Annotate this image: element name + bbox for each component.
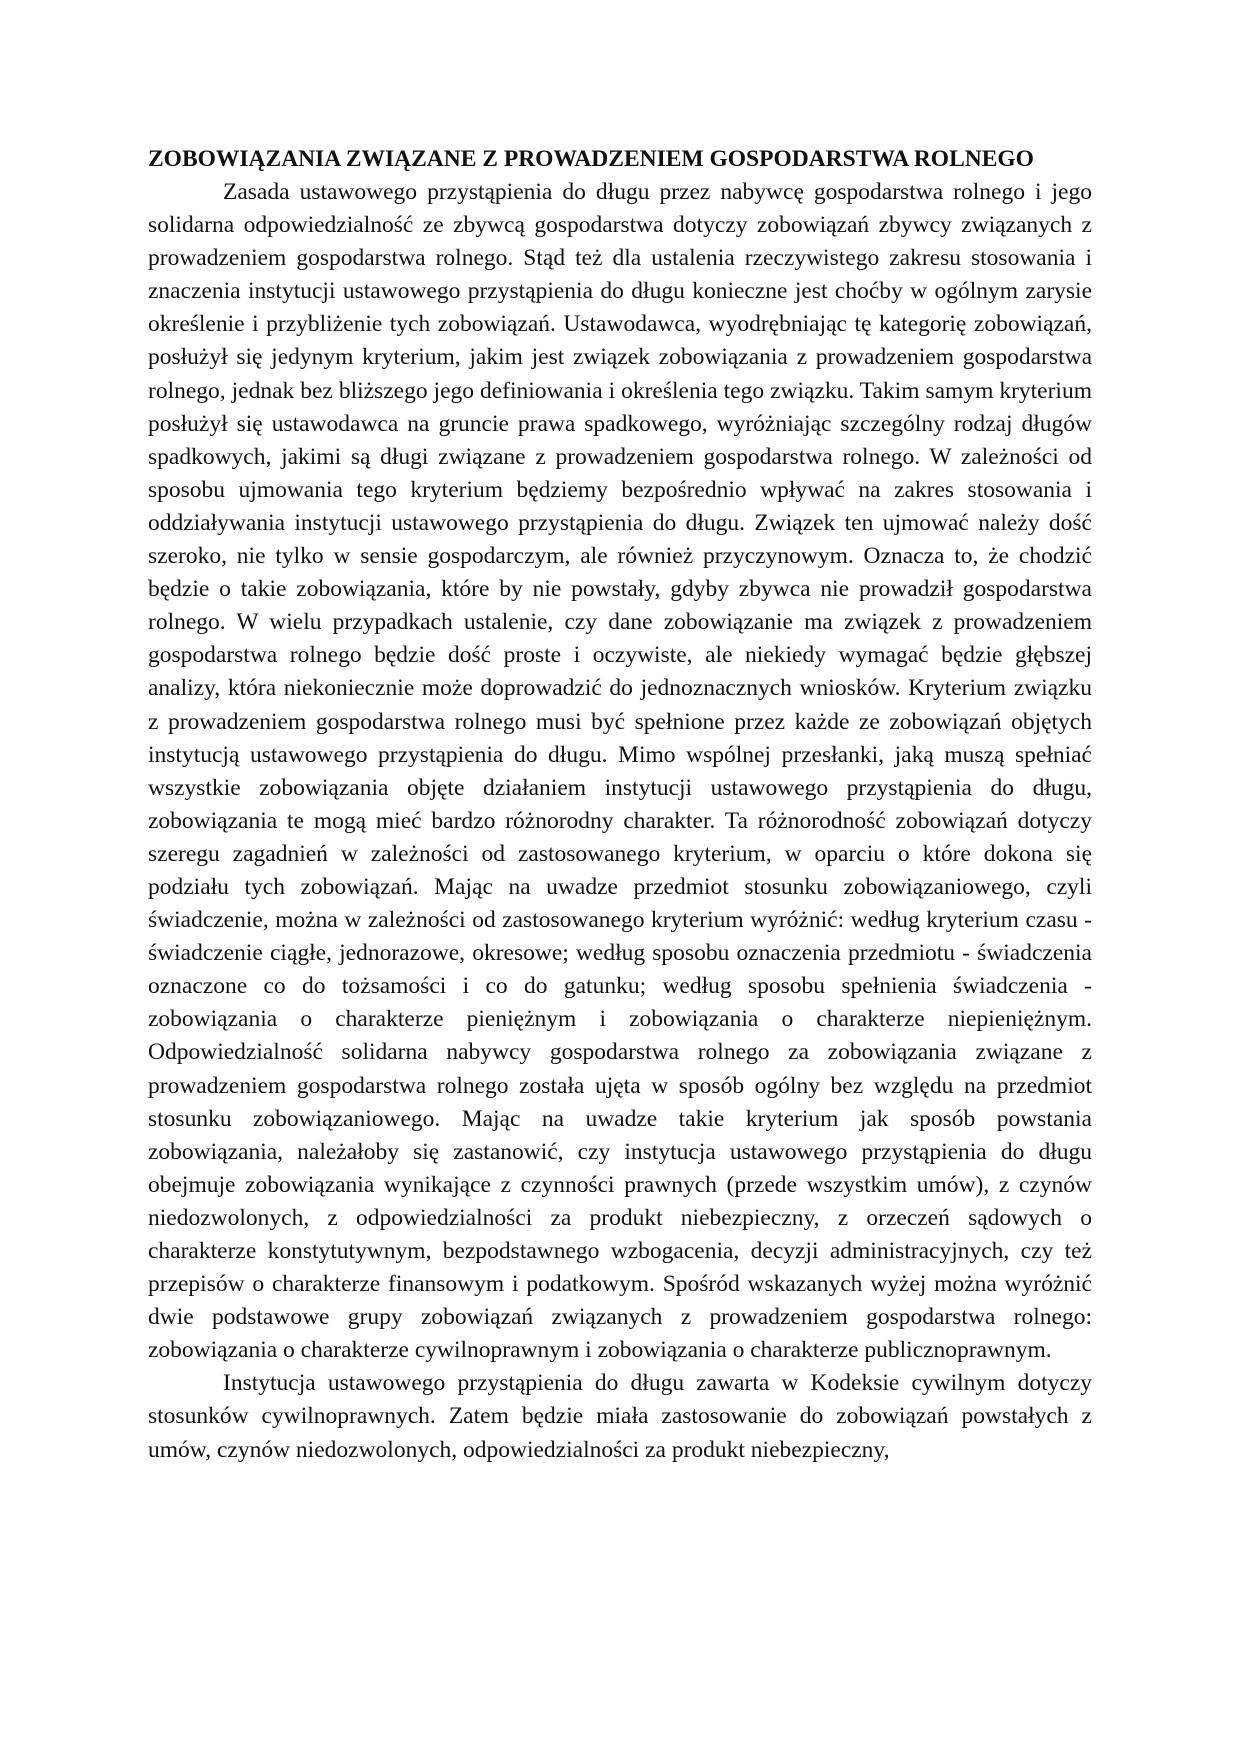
paragraph-1: Zasada ustawowego przystąpienia do długu przez nabywcę gospodarstwa rolnego i jego solidarna odpowiedzialność ze zbywcą gospodarstwa dotyczy zobowiązań zbywcy związanych z prowadzeniem gospodarstwa rolnego. Stąd też dla ustalenia rzeczywistego zakresu stosowania i znaczenia instytucji ustawowego przystąpienia do długu konieczne jest choćby w ogólnym zarysie określenie i przybliżenie tych zobowiązań. Ustawodawca, wyodrębniając tę kategorię zobowiązań, posłużył się jedynym kryterium, jakim jest związek zobowiązania z prowadzeniem gospodarstwa rolnego, jednak bez bliższego jego definiowania i określenia tego związku. Takim samym kryterium posłużył się ustawodawca na gruncie prawa spadkowego, wyróżniając szczególny rodzaj długów spadkowych, jakimi są długi związane z prowadzeniem gospodarstwa rolnego. W zależności od sposobu ujmowania tego kryterium będziemy bezpośrednio wpływać na zakres stosowania i oddziaływania instytucji ustawowego przystąpienia do długu. Związek ten ujmować należy dość szeroko, nie tylko w sensie gospodarczym, ale również przyczynowym. Oznacza to, że chodzić będzie o takie zobowiązania, które by nie powstały, gdyby zbywca nie prowadził gospodarstwa rolnego. W wielu przypadkach ustalenie, czy dane zobowiązanie ma związek z prowadzeniem gospodarstwa rolnego będzie dość proste i oczywiste, ale niekiedy wymagać będzie głębszej analizy, która niekoniecznie może doprowadzić do jednoznacznych wniosków. Kryterium związku z prowadzeniem gospodarstwa rolnego musi być spełnione przez każde ze zobowiązań objętych instytucją ustawowego przystąpienia do długu. Mimo wspólnej przesłanki, jaką muszą spełniać wszystkie zobowiązania objęte działaniem instytucji ustawowego przystąpienia do długu, zobowiązania te mogą mieć bardzo różnorodny charakter. Ta różnorodność zobowiązań dotyczy szeregu zagadnień w zależności od zastosowanego kryterium, w oparciu o które dokona się podziału tych zobowiązań. Mając na uwadze przedmiot stosunku zobowiązaniowego, czyli świadczenie, można w zależności od zastosowanego kryterium wyróżnić: według kryterium czasu - świadczenie ciągłe, jednorazowe, okresowe; według sposobu oznaczenia przedmiotu - świadczenia oznaczone co do tożsamości i co do gatunku; według sposobu spełnienia świadczenia - zobowiązania o charakterze pieniężnym i zobowiązania o charakterze niepieniężnym. Odpowiedzialność solidarna nabywcy gospodarstwa rolnego za zobowiązania związane z prowadzeniem gospodarstwa rolnego została ujęta w sposób ogólny bez względu na przedmiot stosunku zobowiązaniowego. Mając na uwadze takie kryterium jak sposób powstania zobowiązania, należałoby się zastanowić, czy instytucja ustawowego przystąpienia do długu obejmuje zobowiązania wynikające z czynności prawnych (przede wszystkim umów), z czynów niedozwolonych, z odpowiedzialności za produkt niebezpieczny, z orzeczeń sądowych o charakterze konstytutywnym, bezpodstawnego wzbogacenia, decyzji administracyjnych, czy też przepisów o charakterze finansowym i podatkowym. Spośród wskazanych wyżej można wyróżnić dwie podstawowe grupy zobowiązań związanych z prowadzeniem gospodarstwa rolnego: zobowiązania o charakterze cywilnoprawnym i zobowiązania o charakterze publicznoprawnym. xyxy=(148,179,1092,1364)
document-title: ZOBOWIĄZANIA ZWIĄZANE Z PROWADZENIEM GOSPODARSTWA ROLNEGO xyxy=(148,146,1034,172)
paragraph-2: Instytucja ustawowego przystąpienia do długu zawarta w Kodeksie cywilnym dotyczy stosunków cywilnoprawnych. Zatem będzie miała zastosowanie do zobowiązań powstałych z umów, czynów niedozwolonych, odpowiedzialności za produkt niebezpieczny, xyxy=(148,1370,1092,1463)
document-page xyxy=(148,143,1092,1467)
